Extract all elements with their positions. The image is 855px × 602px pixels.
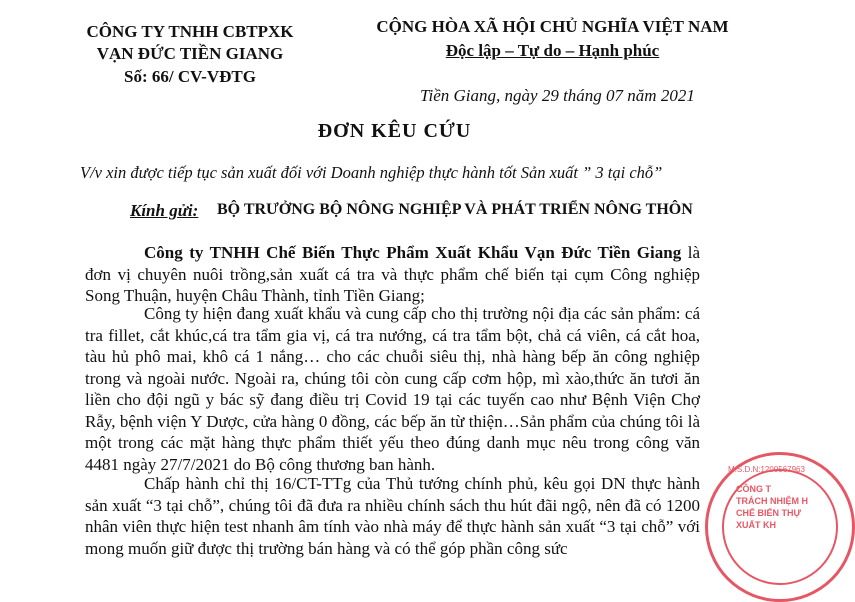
- recipient-label: Kính gửi:: [130, 201, 199, 220]
- body-paragraph-2: [85, 303, 700, 475]
- body-paragraph-1: [85, 242, 700, 307]
- national-motto-text: Độc lập – Tự do – Hạnh phúc: [445, 41, 660, 60]
- company-name-line2: VẠN ĐỨC TIỀN GIANG: [96, 44, 284, 63]
- seal-text-line: CÔNG T: [736, 484, 771, 494]
- paragraph-1-text: là đơn vị chuyên nuôi trồng,sản xuất cá tra và thực phẩm chế biến tại cụm Công nghiệp Song Thuận, huyện Châu Thành, tỉnh Tiền Giang;: [85, 243, 700, 305]
- date-line: Tiền Giang, ngày 29 tháng 07 năm 2021: [420, 86, 695, 105]
- recipient-name: BỘ TRƯỞNG BỘ NÔNG NGHIỆP VÀ PHÁT TRIỂN NÔNG THÔN: [217, 201, 693, 218]
- national-title: CỘNG HÒA XÃ HỘI CHỦ NGHĨA VIỆT NAM: [376, 17, 729, 36]
- seal-text-line: CHẾ BIẾN THỰ: [736, 508, 801, 518]
- paragraph-2-text: Công ty hiện đang xuất khẩu và cung cấp cho thị trường nội địa các sản phẩm: cá tra fillet, cắt khúc,cá tra tẩm gia vị, cá tra nướng, cá tra tẩm bột, chả cá viên, cá cắt hoa, tàu hủ phô mai, khô cá 1 nắng… cho các chuỗi siêu thị, nhà hàng bếp ăn công nghiệp trong và ngoài nước. Ngoài ra, chúng tôi còn cung cấp cơm hộp, mì xào,thức ăn tươi ăn liền cho đội ngũ y bác sỹ đang điều trị Covid 19 tại các tuyến cao như Bệnh Viện Chợ Rẫy, bệnh viện Y Dược, cửa hàng 0 đồng, các bếp ăn từ thiện…Sản phẩm của chúng tôi là một trong các mặt hàng thực phẩm thiết yếu theo đúng danh mục nêu trong công văn 4481 ngày 27/7/2021 do Bộ công thương ban hành.: [85, 304, 700, 474]
- document-title: ĐƠN KÊU CỨU: [317, 120, 472, 142]
- company-full-name: Công ty TNHH Chế Biến Thực Phẩm Xuất Khẩu Vạn Đức Tiền Giang: [144, 243, 682, 262]
- paragraph-3-text: Chấp hành chỉ thị 16/CT-TTg của Thủ tướng chính phủ, kêu gọi DN thực hành sản xuất “3 tại chỗ”, chúng tôi đã đưa ra nhiều chính sách thu hút đãi ngộ, nên đã có 1200 nhân viên thực hiện test nhanh âm tính vào nhà máy để thực hành sản xuất “3 tại chỗ” với mong muốn giữ được thị trường bán hàng và có thể góp phần công sức: [85, 474, 700, 558]
- seal-text: [736, 483, 808, 531]
- seal-text-line: XUẤT KH: [736, 520, 776, 530]
- document-number: Số: 66/ CV-VĐTG: [124, 67, 256, 86]
- seal-code: M.S.D.N:1200567963: [728, 465, 805, 474]
- subject-line: V/v xin được tiếp tục sản xuất đối với Doanh nghiệp thực hành tốt Sản xuất ” 3 tại chỗ”: [80, 163, 663, 182]
- national-motto: [345, 41, 760, 61]
- company-seal-stamp: [705, 452, 855, 602]
- company-name-line1: CÔNG TY TNHH CBTPXK: [86, 22, 294, 41]
- seal-text-line: TRÁCH NHIỆM H: [736, 496, 808, 506]
- body-paragraph-3: [85, 473, 700, 559]
